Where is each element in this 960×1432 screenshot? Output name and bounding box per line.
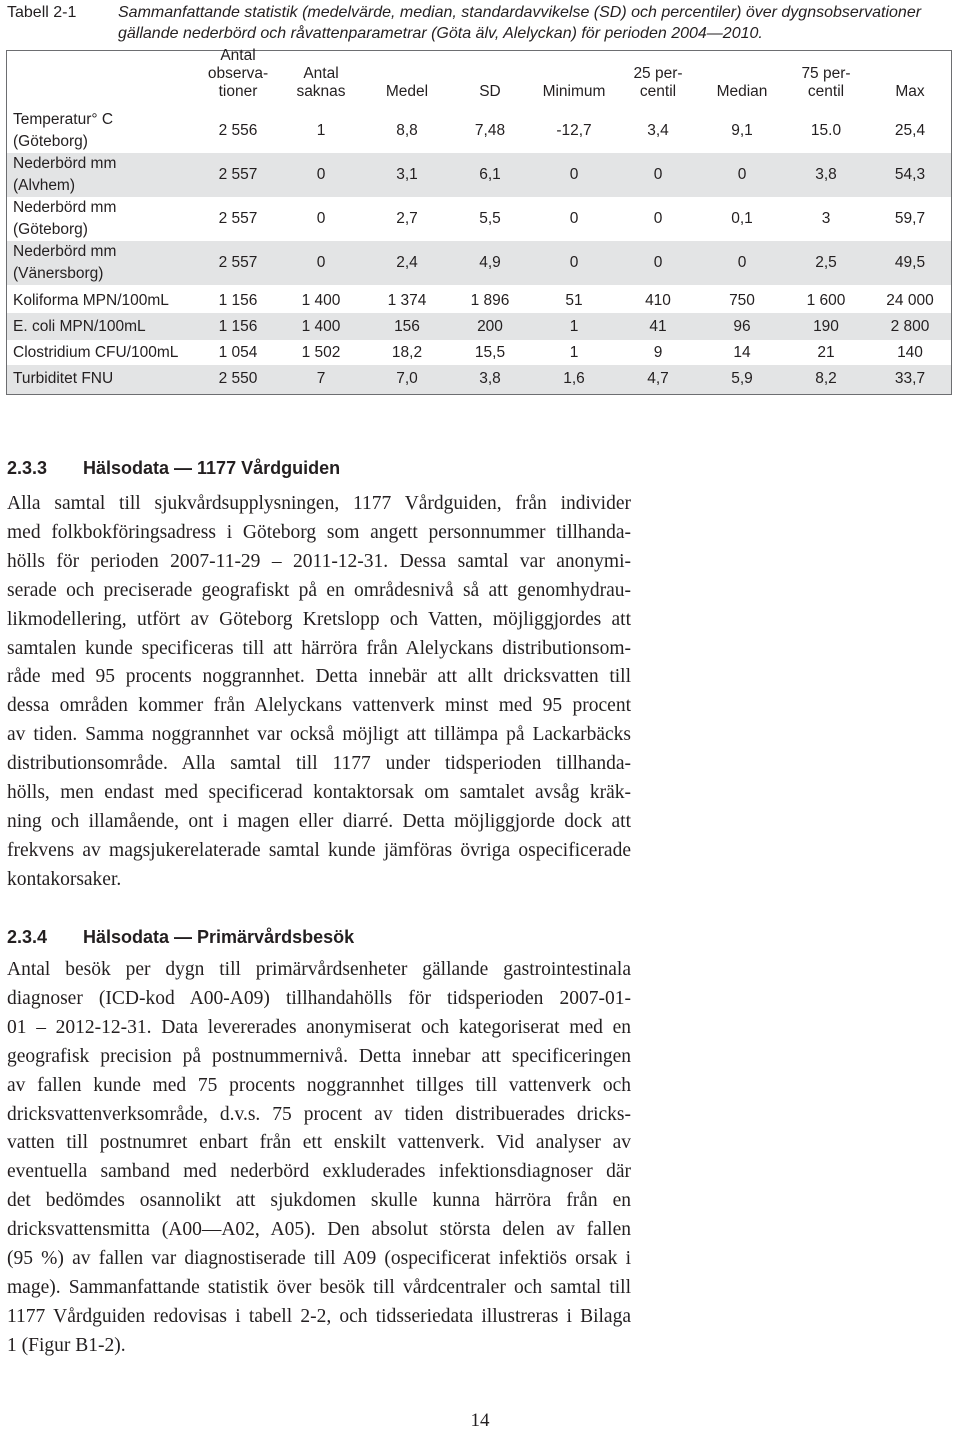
table-cell: 1 374 xyxy=(387,292,427,309)
paragraph-line: ning och illamående, ont i magen eller diarré. Detta möjliggjorde dock att xyxy=(7,810,631,832)
paragraph-line: 01 – 2012-12-31. Data levererades anonymiserat och kategoriserat med en xyxy=(7,1016,631,1038)
paragraph-line: serade och preciserade geografiskt på en områdesnivå så att genomhydrau- xyxy=(7,579,631,601)
paragraph-line: Alla samtal till sjukvårdsupplysningen, 1177 Vårdguiden, från individer xyxy=(7,493,631,514)
row-label-line: Nederbörd mm xyxy=(13,199,117,216)
column-header xyxy=(862,83,958,101)
column-header-line: saknas xyxy=(296,83,346,100)
page-number: 14 xyxy=(470,1410,490,1431)
paragraph-line: vatten till postnumret enbart från ett enskilt vattenverk. Vid analyser av xyxy=(7,1132,631,1154)
table-cell: 3,8 xyxy=(479,370,501,387)
column-header xyxy=(442,83,538,101)
row-label xyxy=(13,342,178,364)
table-cell: 750 xyxy=(729,292,755,309)
section-title: Hälsodata — Primärvårdsbesök xyxy=(83,927,355,947)
table-cell: 33,7 xyxy=(894,370,926,387)
paragraph-line: dessa områden kommer från Alelyckans vattenverk minst med 95 procent xyxy=(7,695,631,717)
table-cell: 0 xyxy=(653,166,663,183)
row-label-line: Nederbörd mm xyxy=(13,243,117,260)
table-cell: 1 xyxy=(569,344,579,361)
table-cell: 0 xyxy=(653,210,663,227)
table-cell: 140 xyxy=(897,344,923,361)
paragraph-line: likmodellering, utfört av Göteborg Kretslopp och Vatten, möjliggjordes att xyxy=(7,608,631,630)
column-header-line: 75 per- xyxy=(801,65,851,82)
paragraph-line: kontakorsaker. xyxy=(7,868,122,890)
table-cell: 15,5 xyxy=(474,344,506,361)
column-header xyxy=(359,83,455,101)
column-header-line: observa- xyxy=(207,65,269,82)
table-cell: 25,4 xyxy=(894,122,926,139)
table-cell: 0,1 xyxy=(731,210,753,227)
column-header-line: centil xyxy=(639,83,677,100)
column-header-line: Median xyxy=(716,83,768,100)
row-label-line: (Alvhem) xyxy=(13,177,76,194)
column-header xyxy=(526,83,622,101)
table-cell: 0 xyxy=(569,166,579,183)
table-cell: 18,2 xyxy=(391,344,423,361)
section-title: Hälsodata — 1177 Vårdguiden xyxy=(83,458,341,478)
section-number: 2.3.3 xyxy=(7,458,48,478)
table-cell: 0 xyxy=(316,166,326,183)
table-cell: 1,6 xyxy=(563,370,585,387)
table-cell: 21 xyxy=(817,344,835,361)
table-cell: 2,7 xyxy=(396,210,418,227)
table-cell: 3,4 xyxy=(647,122,669,139)
table-cell: 1 400 xyxy=(301,318,341,335)
table-cell: 0 xyxy=(316,210,326,227)
paragraph-line: (95 %) av fallen var diagnostiserade till A09 (ospecificerat infektiös orsak i xyxy=(7,1248,631,1270)
row-label xyxy=(13,316,146,338)
paragraph-line: mage). Sammanfattande statistik över besök till vårdcentraler och samtal till xyxy=(7,1276,631,1298)
column-header xyxy=(694,83,790,101)
table-cell: 96 xyxy=(733,318,751,335)
table-cell: 3 xyxy=(821,210,831,227)
table-cell: 2 550 xyxy=(218,370,258,387)
statistics-table xyxy=(6,47,952,395)
column-header xyxy=(610,65,706,101)
table-cell: 8,8 xyxy=(396,122,418,139)
table-cell: 8,2 xyxy=(815,370,837,387)
table-cell: 1 502 xyxy=(301,344,341,361)
table-cell: 4,7 xyxy=(647,370,669,387)
column-header-line: centil xyxy=(807,83,845,100)
paragraph-line: 1 (Figur B1-2). xyxy=(7,1334,126,1356)
table-caption-text: Sammanfattande statistik (medelvärde, median, standardavvikelse (SD) och percentiler) över dygnsobservationer gällande nederbörd och råvattenparametrar (Göta älv, Alelyckan) för perioden 2004—2010. xyxy=(118,4,922,42)
paragraph-line: Antal besök per dygn till primärvårdsenheter gällande gastrointestinala xyxy=(7,959,631,980)
column-header-line: Antal xyxy=(220,47,256,64)
table-cell: 49,5 xyxy=(894,254,926,271)
table-cell: 2 556 xyxy=(218,122,258,139)
paragraph-line: distributionsområde. Alla samtal till 1177 under tidsperioden tillhanda- xyxy=(7,753,631,775)
table-cell: 0 xyxy=(653,254,663,271)
table-cell: 2 557 xyxy=(218,254,258,271)
column-header xyxy=(273,65,369,101)
table-cell: 9,1 xyxy=(731,122,753,139)
section-2-3-3-paragraph xyxy=(7,490,631,895)
table-cell: 1 156 xyxy=(218,292,258,309)
table-cell: 1 xyxy=(316,122,326,139)
section-heading-2-3-3 xyxy=(7,458,340,479)
column-header-line: SD xyxy=(479,83,501,100)
paragraph-line: frekvens av magsjukerelaterade samtal kunde jämföras övriga ospecificerade xyxy=(7,839,631,861)
table-cell: 54,3 xyxy=(894,166,926,183)
table-cell: 7,0 xyxy=(396,370,418,387)
paragraph-line: diagnoser (ICD-kod A00-A09) tillhandahölls för tidsperioden 2007-01- xyxy=(7,987,631,1009)
table-cell: 9 xyxy=(653,344,663,361)
table-cell: 51 xyxy=(565,292,583,309)
row-label-line: Temperatur° C xyxy=(13,111,114,128)
column-header-line: Antal xyxy=(303,65,339,82)
table-cell: 41 xyxy=(649,318,667,335)
table-cell: 0 xyxy=(737,254,747,271)
table-cell: 3,1 xyxy=(396,166,418,183)
table-cell: 2 557 xyxy=(218,210,258,227)
row-label-line: (Göteborg) xyxy=(13,133,88,150)
paragraph-line: det bedömdes osannolikt att sjukdomen skulle kunna härröra från en xyxy=(7,1190,631,1212)
paragraph-line: råde med 95 procents noggrannhet. Detta innebär att allt dricksvatten till xyxy=(7,666,631,688)
row-label xyxy=(13,368,113,390)
table-cell: 2 800 xyxy=(890,318,930,335)
table-cell: 410 xyxy=(645,292,671,309)
table-cell: 7,48 xyxy=(474,122,506,139)
paragraph-line: dricksvattenverksområde, d.v.s. 75 procent av tiden distribuerades dricks- xyxy=(7,1103,631,1125)
section-heading-2-3-4 xyxy=(7,927,354,948)
paragraph-line: hölls, men endast med specificerad kontaktorsak om samtalet avsåg kräk- xyxy=(7,782,631,804)
table-cell: 1 xyxy=(569,318,579,335)
table-cell: 1 400 xyxy=(301,292,341,309)
paragraph-line: geografisk precision på postnummernivå. Detta innebar att specificeringen xyxy=(7,1045,631,1067)
paragraph-line: 1177 Vårdguiden redovisas i tabell 2-2, och tidsseriedata illustreras i Bilaga xyxy=(7,1305,631,1327)
row-label-line: E. coli MPN/100mL xyxy=(13,318,146,335)
paragraph-line: samtalen kunde specificeras till att härröra från Alelyckans distributionsom- xyxy=(7,637,631,659)
paragraph-line: eventuella samband med nederbörd exkluderades infektionsdiagnoser där xyxy=(7,1161,631,1183)
section-2-3-4-paragraph xyxy=(7,956,631,1361)
table-cell: 2,4 xyxy=(396,254,418,271)
row-label-line: (Vänersborg) xyxy=(13,265,104,282)
column-header xyxy=(190,47,286,101)
table-cell: 0 xyxy=(737,166,747,183)
row-label-line: Turbiditet FNU xyxy=(13,370,114,387)
table-cell: 0 xyxy=(316,254,326,271)
table-cell: 1 600 xyxy=(806,292,846,309)
table-cell: 59,7 xyxy=(894,210,926,227)
table-cell: 14 xyxy=(733,344,751,361)
paragraph-line: hölls för perioden 2007-11-29 – 2011-12-31. Dessa samtal var anonymi- xyxy=(7,550,631,572)
column-header-line: 25 per- xyxy=(633,65,683,82)
paragraph-line: av tiden. Samma noggrannhet var också möjligt att tillämpa på Lackarbäcks xyxy=(7,724,631,746)
table-cell: 5,9 xyxy=(731,370,753,387)
row-label-line: Nederbörd mm xyxy=(13,155,117,172)
table-cell: 15.0 xyxy=(810,122,842,139)
column-header-line: tioner xyxy=(218,83,258,100)
table-cell: -12,7 xyxy=(556,122,592,139)
table-cell: 0 xyxy=(569,210,579,227)
table-cell: 2 557 xyxy=(218,166,258,183)
row-label-line: Clostridium CFU/100mL xyxy=(13,344,179,361)
section-number: 2.3.4 xyxy=(7,927,48,947)
table-cell: 2,5 xyxy=(815,254,837,271)
column-header xyxy=(778,65,874,101)
table-cell: 7 xyxy=(316,370,326,387)
table-cell: 156 xyxy=(394,318,420,335)
table-caption-label: Tabell 2-1 xyxy=(7,4,77,21)
row-label xyxy=(13,241,116,285)
table-cell: 6,1 xyxy=(479,166,501,183)
column-header-line: Minimum xyxy=(542,83,606,100)
paragraph-line: med folkbokföringsadress i Göteborg som angett personnummer tillhanda- xyxy=(7,521,631,543)
column-header-line: Max xyxy=(895,83,925,100)
table-cell: 1 054 xyxy=(218,344,258,361)
table-cell: 3,8 xyxy=(815,166,837,183)
table-cell: 0 xyxy=(569,254,579,271)
row-label xyxy=(13,197,116,241)
table-cell: 1 896 xyxy=(470,292,510,309)
row-label xyxy=(13,290,169,312)
row-label-line: (Göteborg) xyxy=(13,221,88,238)
paragraph-line: dricksvattensmitta (A00—A02, A05). Den absolut största delen av fallen xyxy=(7,1219,631,1241)
row-label xyxy=(13,109,113,153)
table-cell: 1 156 xyxy=(218,318,258,335)
table-cell: 5,5 xyxy=(479,210,501,227)
row-label-line: Koliforma MPN/100mL xyxy=(13,292,169,309)
table-cell: 200 xyxy=(477,318,503,335)
row-label xyxy=(13,153,116,197)
table-cell: 190 xyxy=(813,318,839,335)
table-cell: 4,9 xyxy=(479,254,501,271)
paragraph-line: av fallen kunde med 75 procents noggrannhet tillges till vattenverk och xyxy=(7,1074,631,1096)
table-cell: 24 000 xyxy=(886,292,934,309)
column-header-line: Medel xyxy=(385,83,429,100)
